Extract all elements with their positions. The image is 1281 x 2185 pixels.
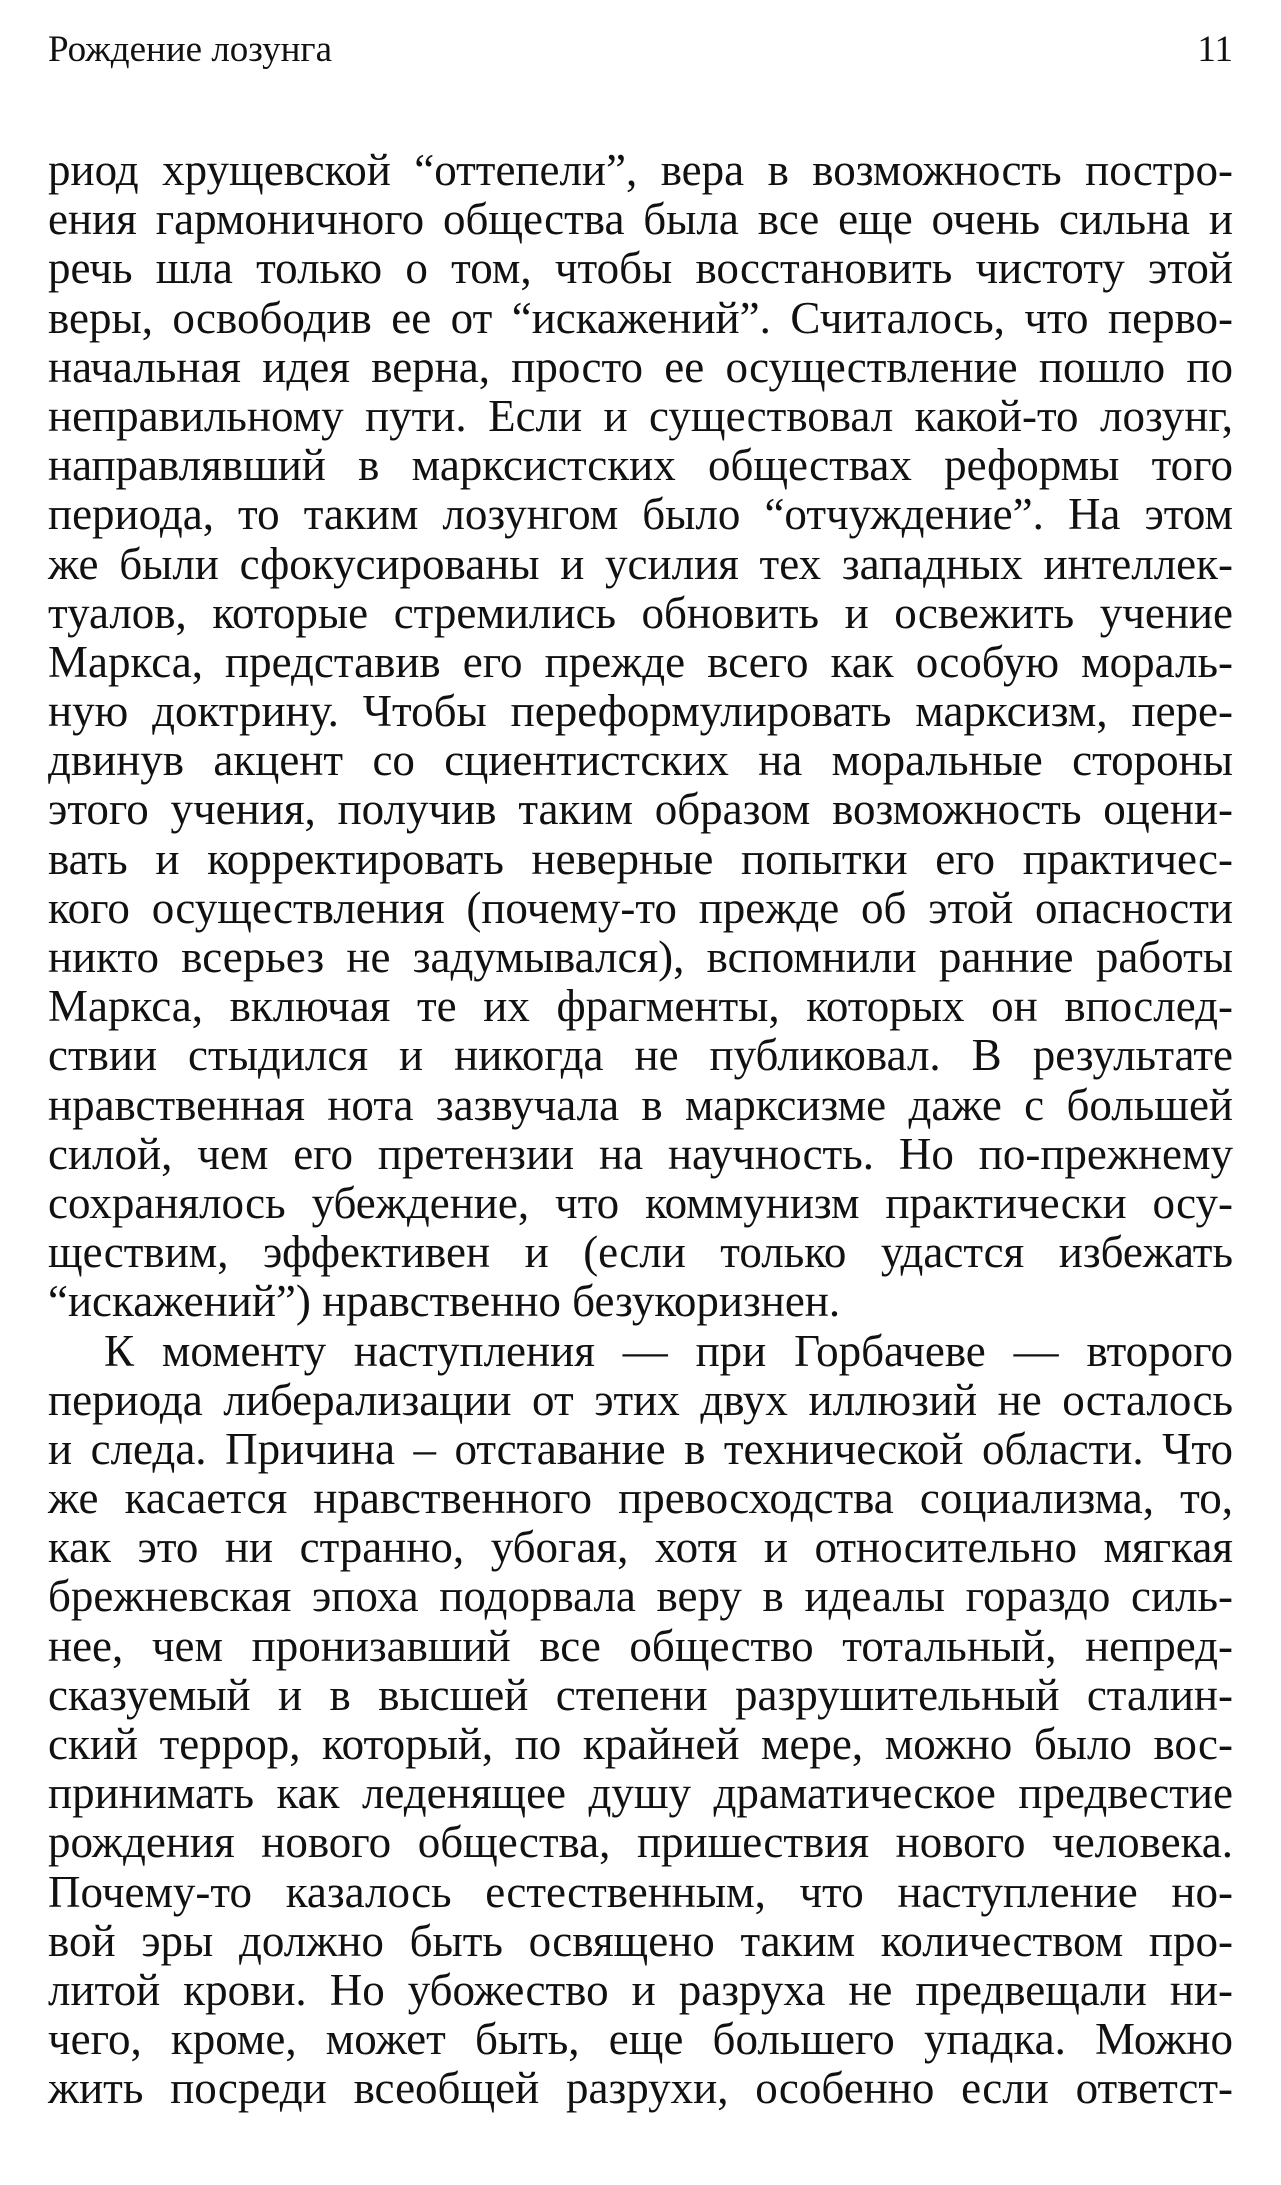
text-line: никто всерьез не задумывался), вспомнили ранние работы (48, 932, 1233, 982)
text-line: Почему-то казалось естественным, что наступление но- (48, 1866, 1233, 1917)
text-line: нравственная нота зазвучала в марксизме даже с большей (48, 1079, 1233, 1130)
text-line: К моменту наступления — при Горбачеве — второго (104, 1325, 1233, 1376)
text-line: Маркса, включая те их фрагменты, которых он впослед- (48, 981, 1233, 1032)
text-line: рождения нового общества, пришествия нового человека. (48, 1817, 1233, 1868)
text-line: риод хрущевской “оттепели”, вера в возможность постро- (48, 145, 1233, 195)
text-line: кого осуществления (почему-то прежде об этой опасности (48, 882, 1233, 933)
text-line: брежневская эпоха подорвала веру в идеалы гораздо силь- (48, 1571, 1233, 1622)
text-line: силой, чем его претензии на научность. Но по-прежнему (48, 1128, 1233, 1179)
text-line: вать и корректировать неверные попытки его практичес- (48, 833, 1233, 884)
text-line: ский террор, который, по крайней мере, можно было вос- (48, 1719, 1233, 1769)
text-line: “искажений”) нравственно безукоризнен. (48, 1276, 841, 1327)
text-line: периода, то таким лозунгом было “отчуждение”. На этом (48, 489, 1233, 540)
text-line: этого учения, получив таким образом возможность оцени- (48, 784, 1233, 835)
text-line: литой крови. Но убожество и разруха не предвещали ни- (48, 1964, 1233, 2015)
body-text (48, 146, 1233, 2114)
text-line: речь шла только о том, чтобы восстановить чистоту этой (48, 243, 1233, 294)
running-header (48, 22, 1233, 78)
book-page (48, 22, 1233, 2114)
paragraph-1 (48, 146, 1233, 1327)
text-line: Маркса, представив его прежде всего как особую мораль- (48, 636, 1233, 687)
text-line: и следа. Причина – отставание в технической области. Что (48, 1423, 1233, 1474)
text-line: ствии стыдился и никогда не публиковал. В результате (48, 1030, 1233, 1081)
text-line: чего, кроме, может быть, еще большего упадка. Можно (48, 2014, 1233, 2065)
text-line: начальная идея верна, просто ее осуществление пошло по (48, 341, 1233, 392)
text-line: двинув акцент со сциентистских на моральные стороны (48, 735, 1233, 786)
text-line: вой эры должно быть освящено таким количеством про- (48, 1915, 1233, 1966)
text-line: ществим, эффективен и (если только удастся избежать (48, 1227, 1233, 1278)
text-line: как это ни странно, убогая, хотя и относительно мягкая (48, 1522, 1233, 1573)
text-line: принимать как леденящее душу драматическое предвестие (48, 1768, 1233, 1819)
text-line: ения гармоничного общества была все еще очень сильна и (48, 194, 1233, 245)
text-line: сохранялось убеждение, что коммунизм практически осу- (48, 1177, 1233, 1228)
text-line: периода либерализации от этих двух иллюзий не осталось (48, 1374, 1233, 1425)
text-line: же были сфокусированы и усилия тех западных интеллек- (48, 538, 1233, 589)
text-line: туалов, которые стремились обновить и освежить учение (48, 587, 1233, 638)
text-line: направлявший в марксистских обществах реформы того (48, 440, 1233, 491)
text-line: сказуемый и в высшей степени разрушительный сталин- (48, 1669, 1233, 1720)
text-line: жить посреди всеобщей разрухи, особенно если ответст- (48, 2063, 1233, 2114)
running-title: Рождение лозунга (48, 29, 333, 70)
paragraph-2 (48, 1327, 1233, 2114)
text-line: ную доктрину. Чтобы переформулировать марксизм, пере- (48, 686, 1233, 737)
page-number: 11 (1197, 29, 1233, 70)
text-line: веры, освободив ее от “искажений”. Считалось, что перво- (48, 292, 1233, 343)
text-line: неправильному пути. Если и существовал какой-то лозунг, (48, 390, 1233, 441)
text-line: же касается нравственного превосходства социализма, то, (48, 1473, 1233, 1524)
text-line: нее, чем пронизавший все общество тотальный, непред- (48, 1620, 1233, 1671)
